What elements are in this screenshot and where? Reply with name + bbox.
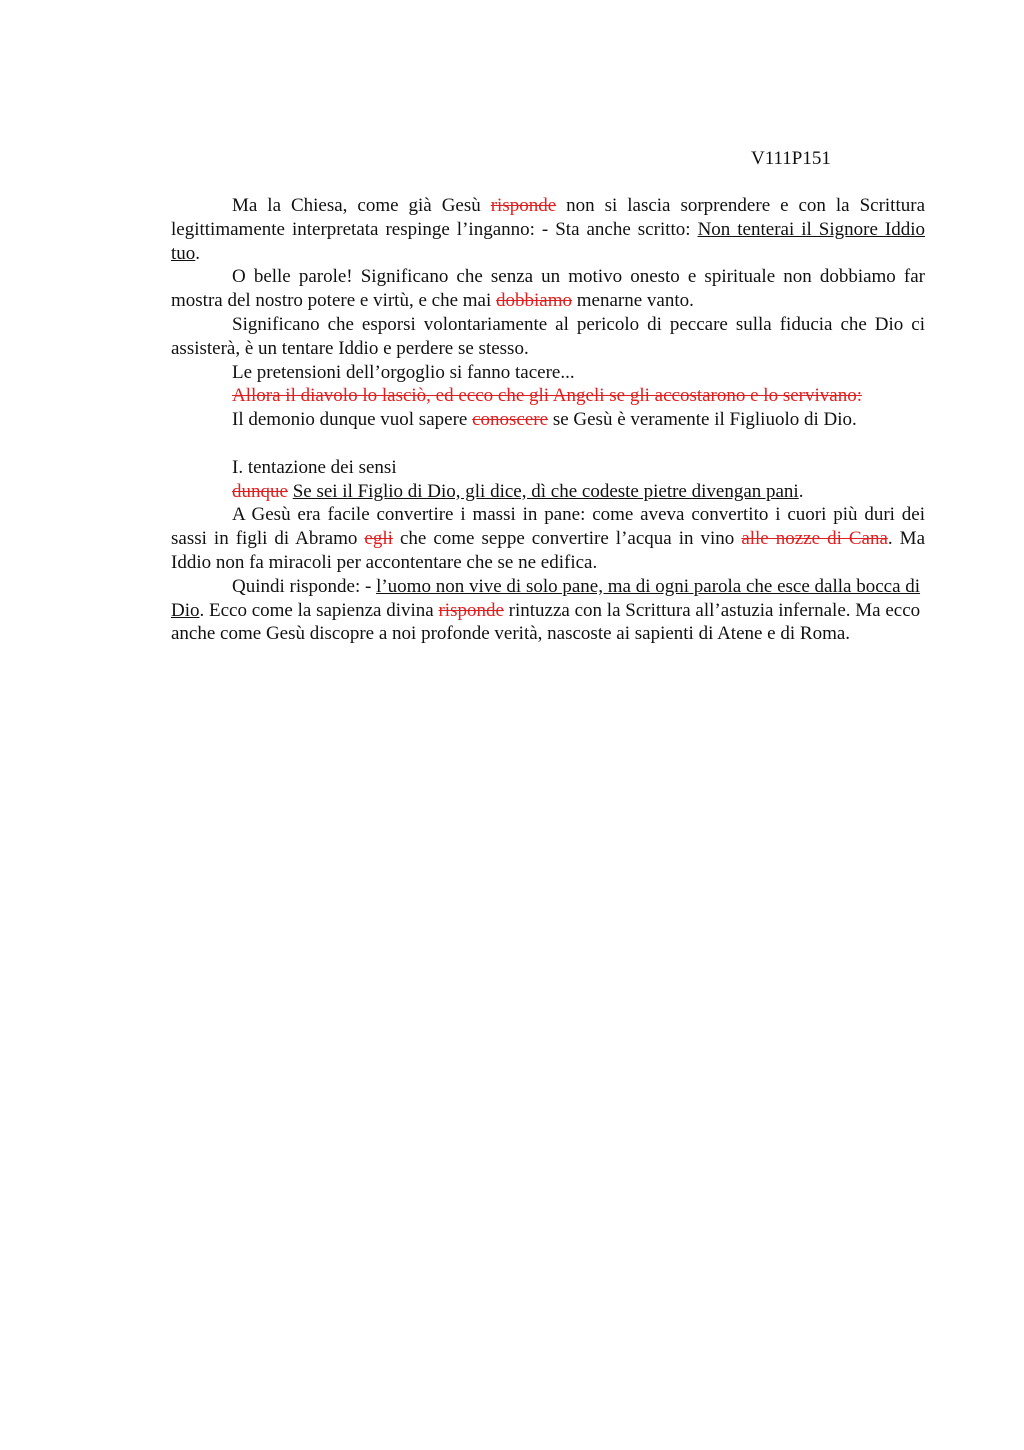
paragraph-5 <box>171 384 925 408</box>
text-run: menarne vanto. <box>572 290 694 312</box>
text-run: Il demonio dunque vuol sapere <box>232 409 473 431</box>
text-run: che come seppe convertire l’acqua in vino <box>392 528 742 550</box>
text-run: rintuzza con la Scrittura all’astuzia infernale. Ma ecco anche come Gesù discopre a noi profonde verità, nascoste ai sapienti di Atene e di Roma. <box>171 599 921 645</box>
text-run: . <box>798 480 804 502</box>
deleted-text: dunque <box>232 480 288 502</box>
text-run: I. tentazione dei sensi <box>232 456 397 478</box>
section-heading <box>171 456 925 480</box>
paragraph-1 <box>171 194 925 265</box>
text-run: . <box>195 242 201 264</box>
deleted-text: alle nozze di Cana <box>741 528 888 550</box>
text-run: A Gesù era facile convertire i massi in pane: come aveva convertito i cuori più duri dei sassi in figli di Abramo <box>171 504 925 550</box>
underlined-quote: Se sei il Figlio di Dio, gli dice, dì che codeste pietre divengan pani <box>292 480 799 502</box>
blank-line <box>171 432 925 456</box>
deleted-text: egli <box>364 528 393 550</box>
page-identifier: V111P151 <box>751 148 831 169</box>
text-run: Le pretensioni dell’orgoglio si fanno tacere... <box>232 361 575 383</box>
text-run: Significano che esporsi volontariamente al pericolo di peccare sulla fiducia che Dio ci assisterà, è un tentare Iddio e perdere se stesso. <box>171 313 925 359</box>
paragraph-3 <box>171 313 925 361</box>
underlined-quote: Non tenterai il Signore Iddio tuo <box>171 218 925 264</box>
text-run: . Ma Iddio non fa miracoli per accontentare che se ne edifica. <box>171 528 926 573</box>
text-run: . Ecco come la sapienza divina <box>199 599 439 621</box>
paragraph-2 <box>171 265 925 313</box>
deleted-text: risponde <box>490 195 557 216</box>
deleted-text: dobbiamo <box>496 290 573 312</box>
text-run: non si lascia sorprendere e con la Scrittura legittimamente interpretata respinge l’inganno: - Sta anche scritto: <box>171 195 925 240</box>
underlined-quote: l’uomo non vive di solo pane, ma di ogni parola che esce dalla bocca di Dio <box>171 575 921 621</box>
paragraph-10 <box>171 575 925 646</box>
paragraph-4 <box>171 361 925 385</box>
text-run: se Gesù è veramente il Figliuolo di Dio. <box>548 409 857 431</box>
paragraph-8 <box>171 480 925 504</box>
deleted-text: Allora il diavolo lo lasciò, ed ecco che gli Angeli se gli accostarono e lo servivano: <box>232 385 862 407</box>
document-body <box>171 194 925 646</box>
text-run: Ma la Chiesa, come già Gesù <box>232 195 491 216</box>
text-run: Quindi risponde: - <box>232 575 377 597</box>
deleted-text: risponde <box>438 599 504 621</box>
deleted-text: conoscere <box>472 409 549 431</box>
paragraph-6 <box>171 408 925 432</box>
paragraph-9 <box>171 503 925 574</box>
text-run: O belle parole! Significano che senza un motivo onesto e spirituale non dobbiamo far mostra del nostro potere e virtù, e che mai <box>171 266 925 312</box>
